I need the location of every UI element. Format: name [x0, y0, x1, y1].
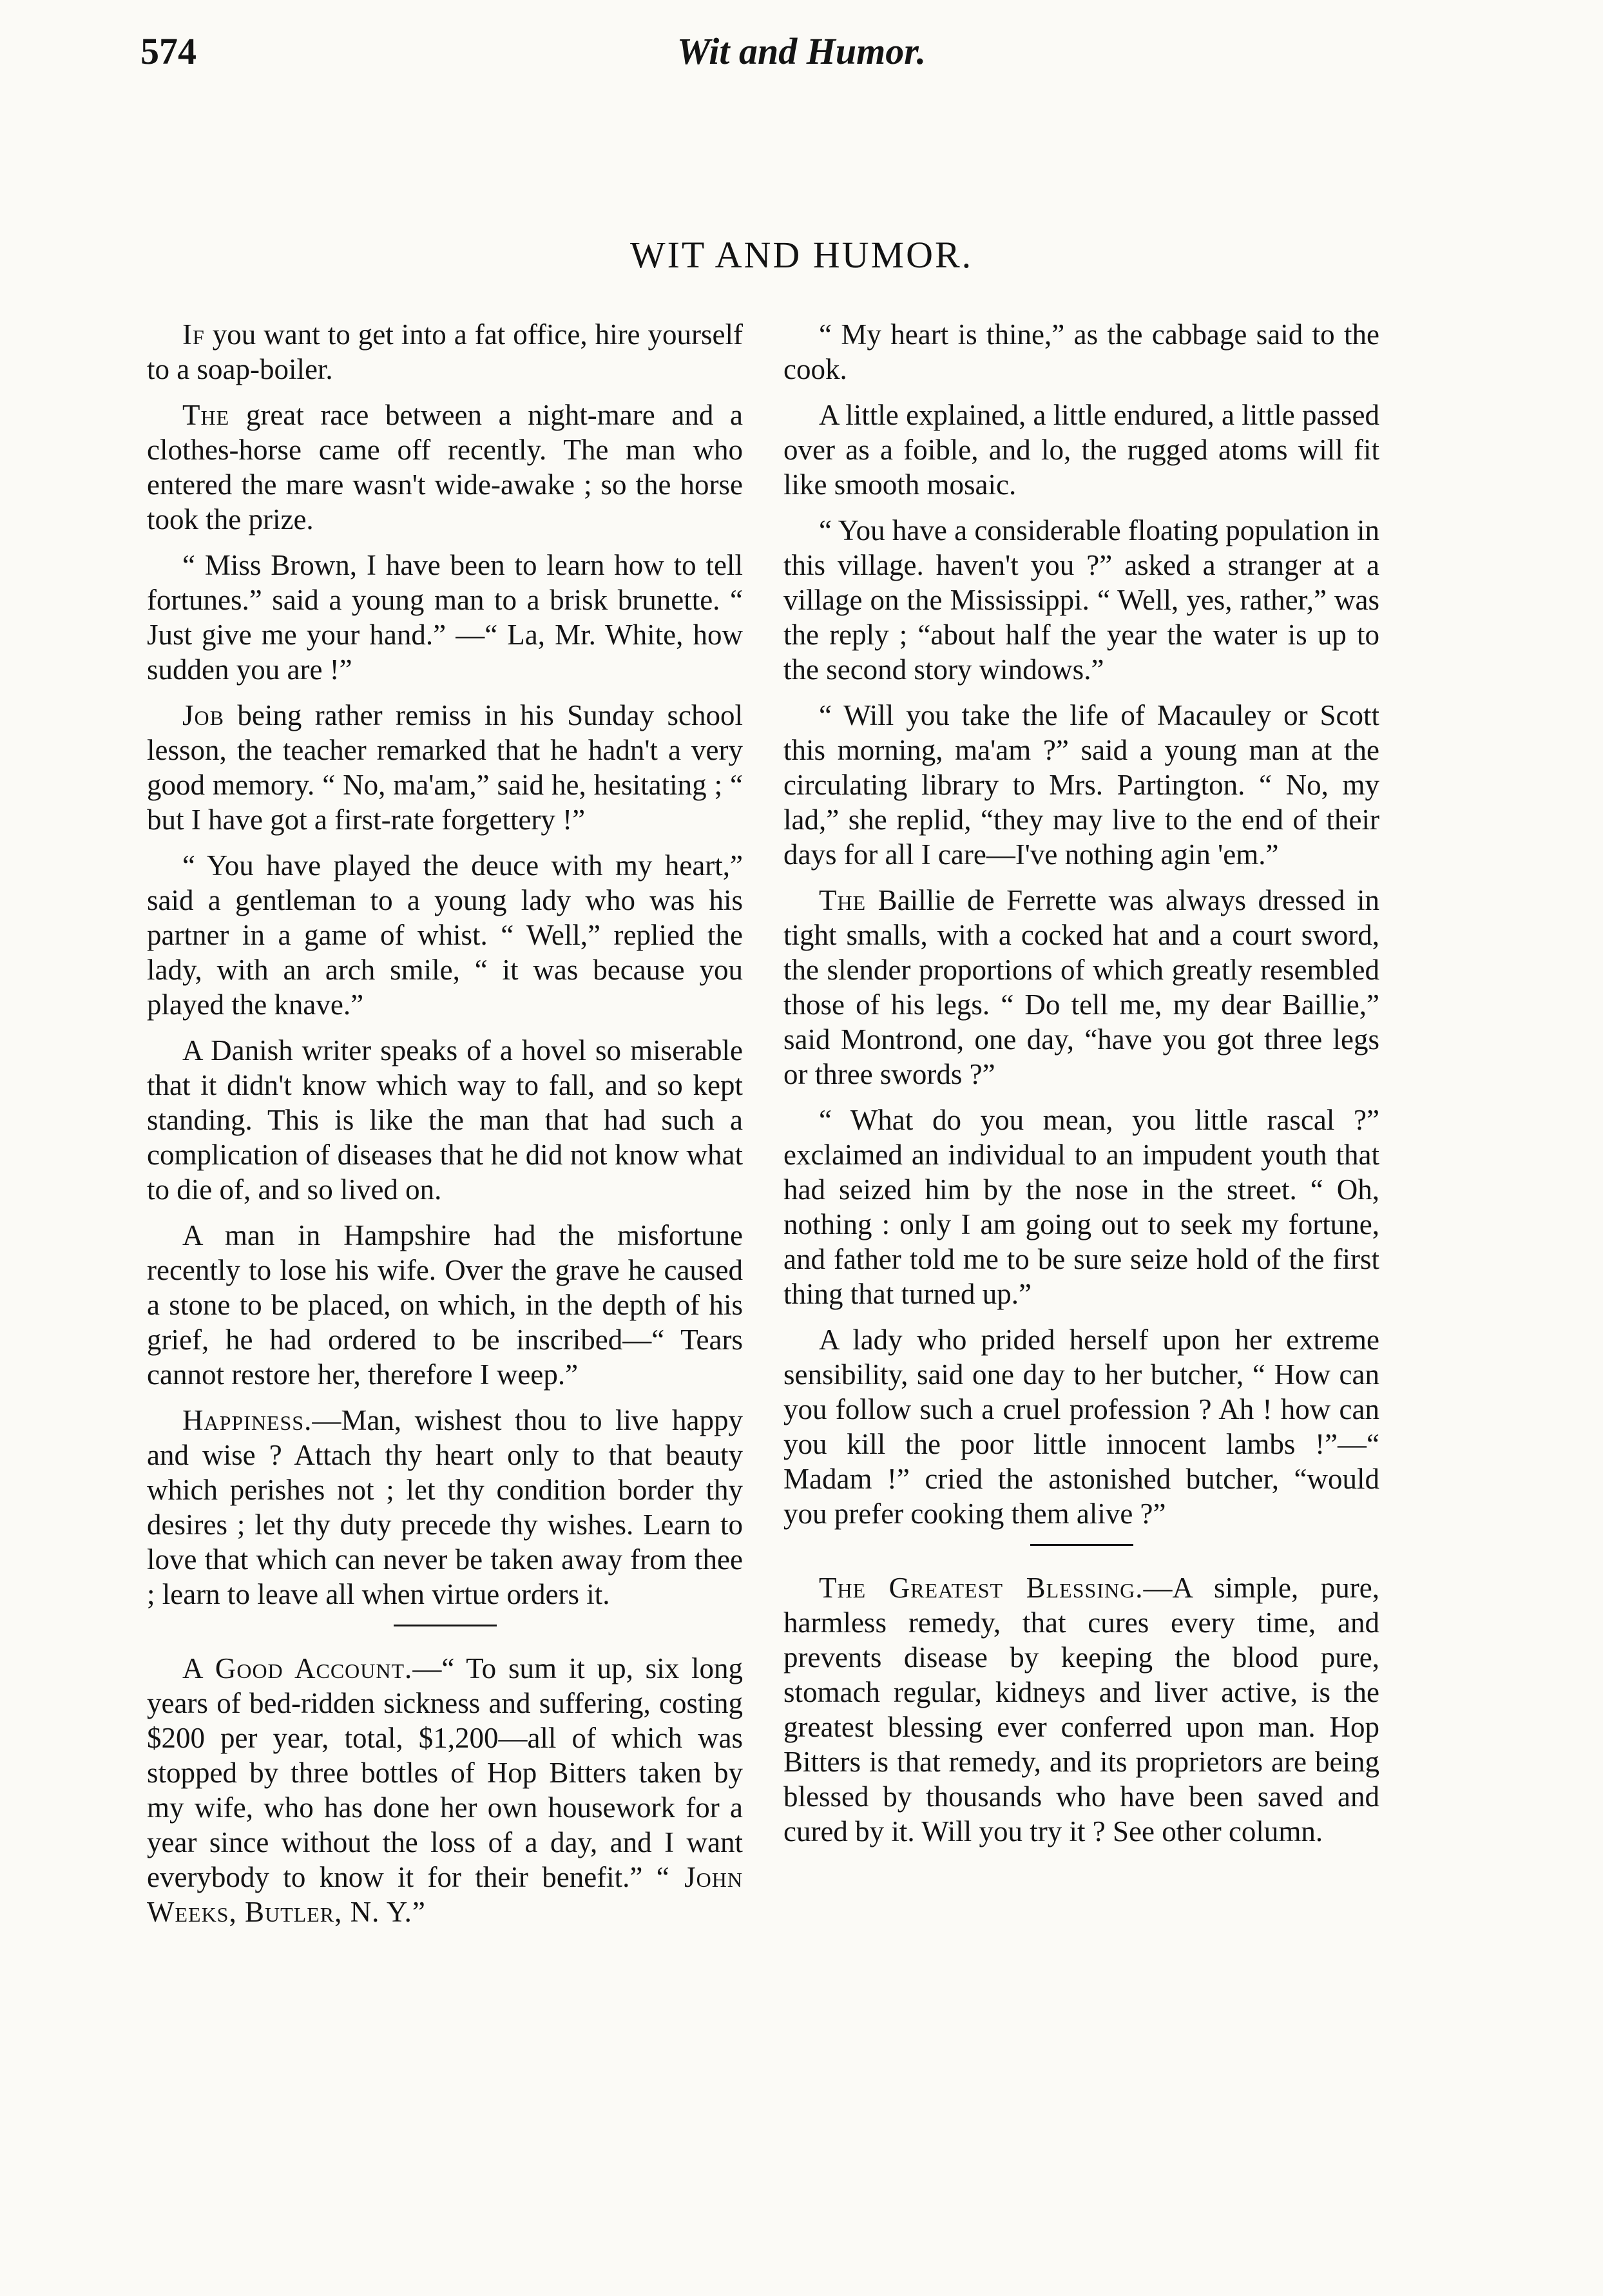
advertisement-paragraph	[783, 1570, 1379, 1849]
advertisement-text: —A simple, pure, harmless remedy, that cures every time, and prevents disease by keeping the blood pure, stomach regular, kidneys and liver active, is the greatest blessing ever conferred upon man. Hop Bitters is that remedy, and its proprietors are being blessed by thousands who have been saved and cured by it. Will you try it ? See other column.	[783, 1572, 1380, 1847]
paragraph	[783, 1322, 1379, 1531]
paragraph-text: —Man, wishest thou to live happy and wise ? Attach thy heart only to that beauty which perishes not ; let thy condition border thy desires ; let thy duty precede thy wishes. Learn to love that which can never be taken away from thee ; learn to leave all when virtue orders it.	[147, 1404, 743, 1610]
paragraph	[783, 513, 1379, 687]
paragraph	[147, 548, 743, 687]
paragraph	[147, 848, 743, 1022]
paragraph-text: “ What do you mean, you little rascal ?” exclaimed an individual to an impudent youth that had seized him by the nose in the street. “ Oh, nothing : only I am going out to seek my fortune, and father told me to be sure seize hold of the first thing that turned up.”	[783, 1104, 1379, 1310]
advertisement-paragraph	[147, 1651, 743, 1929]
page-number: 574	[140, 30, 197, 72]
paragraph-text: “ Will you take the life of Macauley or Scott this morning, ma'am ?” said a young man at the circulating library to Mrs. Partington. “ No, my lad,” she replid, “they may live to the end of their days for all I care—I've nothing agin 'em.”	[783, 699, 1379, 871]
advertisement-text: —“ To sum it up, six long years of bed-ridden sickness and suffering, costing $200 per year, total, $1,200—all of which was stopped by three bottles of Hop Bitters taken by my wife, who has done her own housework for a year since without the loss of a day, and I want everybody to know it for their benefit.”	[147, 1652, 744, 1893]
paragraph	[147, 1403, 743, 1612]
paragraph-lead: The	[182, 399, 230, 431]
paragraph	[783, 398, 1379, 502]
paragraph	[147, 1218, 743, 1392]
paragraph-text: A lady who prided herself upon her extreme sensibility, said one day to her butcher, “ How can you follow such a cruel profession ? Ah ! how can you kill the poor little innocent lambs !”—“ Madam !” cried the astonished butcher, “would you prefer cooking them alive ?”	[783, 1324, 1379, 1530]
paragraph-text: “ Miss Brown, I have been to learn how to tell fortunes.” said a young man to a brisk brunette. “ Just give me your hand.” —“ La, Mr. White, how sudden you are !”	[147, 549, 743, 686]
paragraph-text: A man in Hampshire had the misfortune recently to lose his wife. Over the grave he caused a stone to be placed, on which, in the depth of his grief, he had ordered to be inscribed—“ Tears cannot restore her, therefore I weep.”	[147, 1219, 743, 1391]
paragraph-text: you want to get into a fat office, hire yourself to a soap-boiler.	[147, 318, 743, 385]
paragraph	[147, 1033, 743, 1207]
paragraph	[783, 1103, 1379, 1311]
advertisement-lead: A Good Account.	[182, 1652, 413, 1684]
section-divider	[394, 1625, 497, 1626]
paragraph-lead: Happiness.	[182, 1404, 312, 1436]
paragraph	[783, 698, 1379, 872]
paragraph	[147, 698, 743, 837]
advertisement-signature: “ John Weeks, Butler, N. Y.”	[147, 1861, 744, 1928]
paragraph-text: being rather remiss in his Sunday school lesson, the teacher remarked that he hadn't a very good memory. “ No, ma'am,” said he, hesitating ; “ but I have got a first-rate forgettery !”	[147, 699, 743, 836]
running-head: Wit and Humor.	[677, 30, 926, 72]
paragraph-text: Baillie de Ferrette was always dressed in tight smalls, with a cocked hat and a court sword, the slender proportions of which greatly resembled those of his legs. “ Do tell me, my dear Baillie,” said Montrond, one day, “have you got three legs or three swords ?”	[783, 884, 1379, 1090]
paragraph-lead: The	[819, 884, 867, 916]
paragraph-text: A Danish writer speaks of a hovel so miserable that it didn't know which way to fall, and so kept standing. This is like the man that had such a complication of diseases that he did not know what to die of, and so lived on.	[147, 1034, 743, 1206]
paragraph-lead: Job	[182, 699, 224, 731]
paragraph-text: A little explained, a little endured, a little passed over as a foible, and lo, the rugged atoms will fit like smooth mosaic.	[783, 399, 1379, 501]
paragraph-text: “ You have played the deuce with my heart,” said a gentleman to a young lady who was his partner in a game of whist. “ Well,” replied the lady, with an arch smile, “ it was because you played the knave.”	[147, 849, 743, 1021]
paragraph	[783, 883, 1379, 1092]
paragraph-text: “ You have a considerable floating population in this village. haven't you ?” asked a stranger at a village on the Mississippi. “ Well, yes, rather,” was the reply ; “about half the year the water is up to the second story windows.”	[783, 514, 1379, 686]
right-column	[783, 317, 1379, 1860]
paragraph-text: great race between a night-mare and a clothes-horse came off recently. The man who entered the mare wasn't wide-awake ; so the horse took the prize.	[147, 399, 743, 535]
paragraph-lead: If	[182, 318, 205, 351]
paragraph	[147, 398, 743, 537]
section-divider	[1030, 1544, 1133, 1546]
paragraph-text: “ My heart is thine,” as the cabbage said to the cook.	[783, 318, 1379, 385]
section-title: WIT AND HUMOR.	[629, 234, 974, 276]
paragraph	[147, 317, 743, 387]
advertisement-lead: The Greatest Blessing.	[819, 1572, 1144, 1604]
left-column	[147, 317, 743, 1940]
paragraph	[783, 317, 1379, 387]
